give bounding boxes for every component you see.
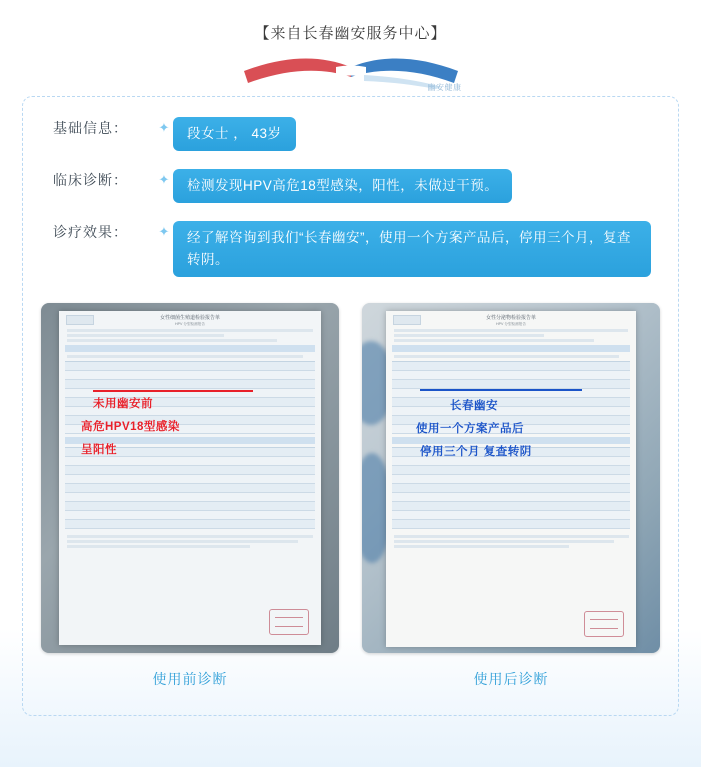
photo-caption-before: 使用前诊断 bbox=[152, 671, 228, 687]
info-value-basic: 段女士 ， 43岁 bbox=[173, 117, 296, 151]
report-subtitle: HPV 分型检测报告 bbox=[175, 322, 205, 326]
info-label-basic: 基础信息： bbox=[53, 120, 128, 136]
annotation-after-2: 使用一个方案产品后 bbox=[416, 423, 524, 435]
ribbon-graphic bbox=[236, 53, 466, 93]
diamond-icon: ✦ bbox=[158, 172, 170, 187]
annotation-before-2: 高危HPV18型感染 bbox=[81, 421, 180, 433]
report-sheet-content bbox=[386, 311, 636, 647]
report-sheet-before bbox=[59, 311, 321, 645]
info-row-basic bbox=[45, 117, 658, 151]
diamond-icon: ✦ bbox=[158, 224, 170, 239]
info-row-effect bbox=[45, 221, 658, 277]
report-sheet-after bbox=[386, 311, 636, 647]
info-label-effect: 诊疗效果： bbox=[53, 224, 128, 240]
report-title: 女性细菌生殖道检验报告单 bbox=[159, 315, 220, 321]
info-value-diagnosis: 检测发现HPV高危18型感染，阳性，未做过干预。 bbox=[173, 169, 512, 203]
info-value-effect: 经了解咨询到我们“长春幽安”，使用一个方案产品后，停用三个月，复查转阴。 bbox=[173, 221, 651, 277]
report-sheet-content bbox=[59, 311, 321, 645]
hospital-logo-icon bbox=[393, 315, 421, 325]
photo-before[interactable] bbox=[41, 303, 339, 653]
official-stamp-icon bbox=[584, 611, 624, 637]
header bbox=[0, 0, 701, 93]
annotation-before-1: 未用幽安前 bbox=[93, 398, 153, 410]
info-row-diagnosis bbox=[45, 169, 658, 203]
photo-after[interactable] bbox=[362, 303, 660, 653]
official-stamp-icon bbox=[269, 609, 309, 635]
annotation-before-3: 呈阳性 bbox=[81, 444, 117, 456]
report-title: 女性分泌物检验报告单 bbox=[485, 315, 536, 321]
content-card bbox=[22, 96, 679, 716]
annotation-after-3: 停用三个月 复查转阴 bbox=[420, 446, 532, 458]
info-section bbox=[23, 97, 678, 277]
underline-marker-red bbox=[93, 390, 253, 392]
photo-column-before bbox=[41, 303, 339, 689]
photo-comparison bbox=[23, 295, 678, 689]
ribbon-label: 幽安健康 bbox=[427, 83, 462, 92]
page-title: 【来自长春幽安服务中心】 bbox=[254, 25, 447, 42]
photo-caption-after: 使用后诊断 bbox=[473, 671, 549, 687]
hospital-logo-icon bbox=[66, 315, 94, 325]
underline-marker-blue bbox=[420, 389, 582, 391]
report-subtitle: HPV 分型检测报告 bbox=[496, 322, 526, 326]
diamond-icon: ✦ bbox=[158, 120, 170, 135]
photo-column-after bbox=[362, 303, 660, 689]
annotation-after-1: 长春幽安 bbox=[450, 400, 498, 412]
info-label-diagnosis: 临床诊断： bbox=[53, 172, 128, 188]
